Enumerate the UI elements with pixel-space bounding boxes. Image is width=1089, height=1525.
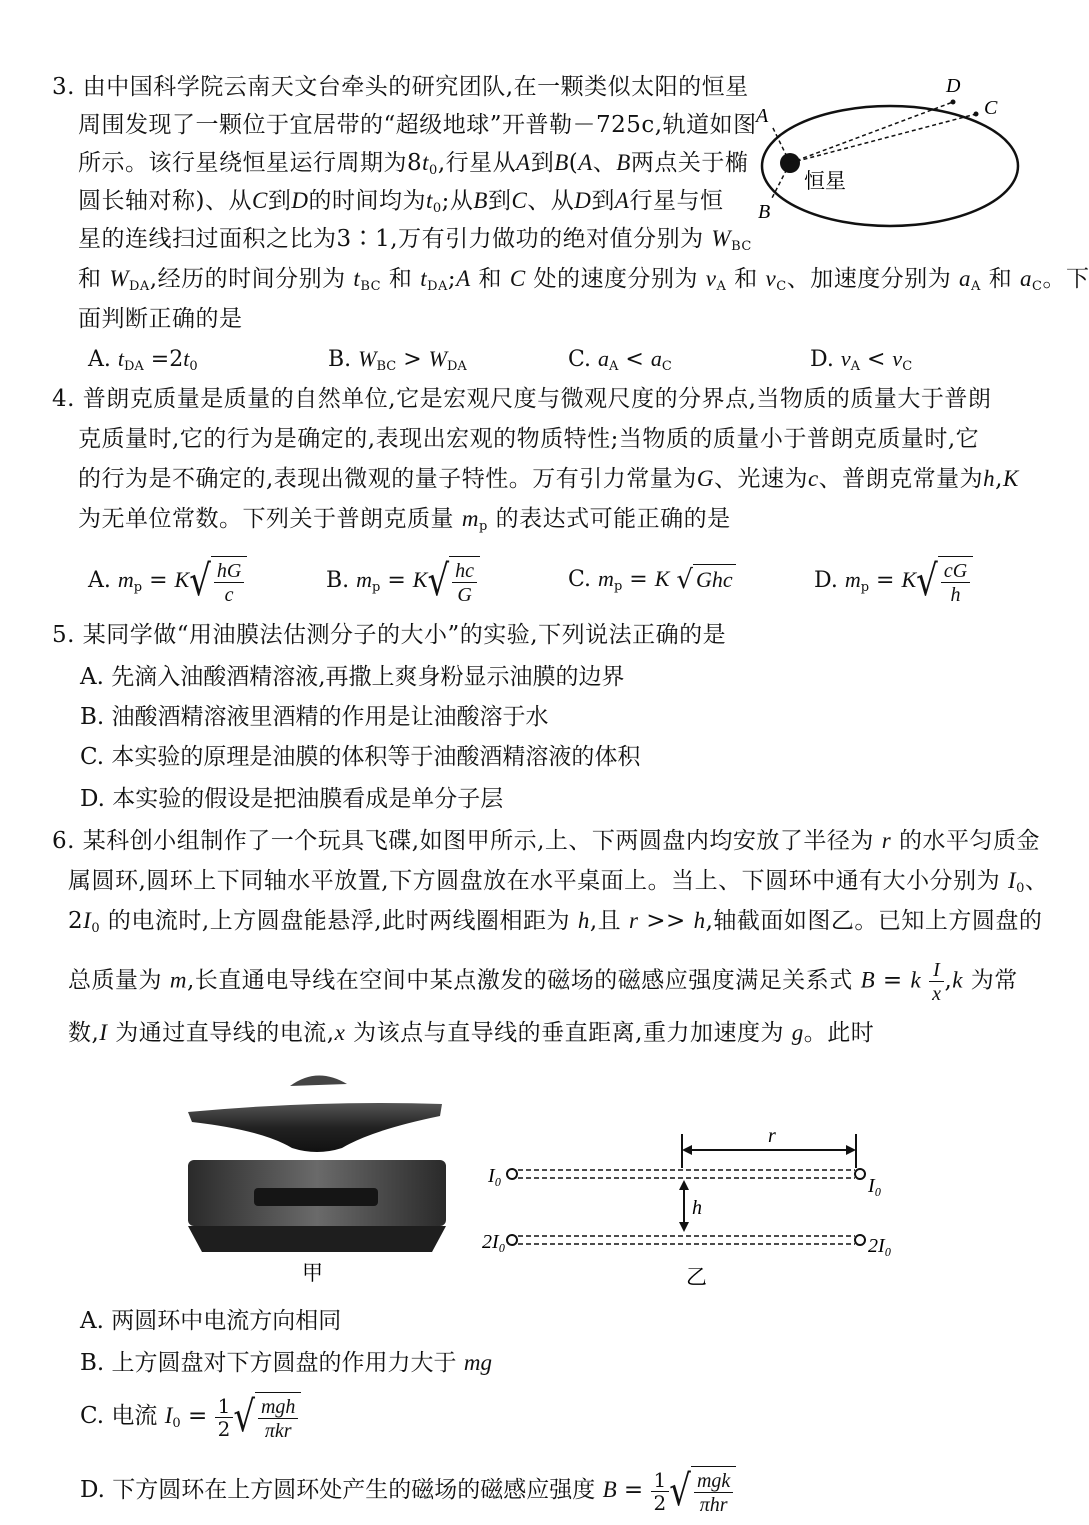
q3-line-6: 和 $W_{DA}$,经历的时间分别为 $t_{BC}$ 和 $t_{DA};A$ 和 C 处的速度分别为 $v_A$ 和 $v_C$、加速度分别为 $a_A$ 和 $a_C$。下 [78, 266, 1089, 294]
q3-option-d: D. $v_A < v_C$ [810, 346, 913, 374]
orbit-ellipse [762, 106, 1018, 226]
base-slot [254, 1188, 378, 1206]
r-label: r [768, 1125, 776, 1147]
upper-disc [188, 1103, 442, 1152]
q3-line-3: 所示。该行星绕恒星运行周期为$8t_0$,行星从A到B(A、B两点关于椭 [78, 150, 749, 178]
q3-option-b: B. $W_{BC} > W_{DA}$ [328, 346, 467, 374]
q3-line-7: 面判断正确的是 [78, 306, 243, 332]
q6-number: 6. [52, 828, 75, 854]
q6-option-c: C. 电流 $I_0$ = $\frac{1}{2}$ √ $\frac{\text{mgh}}{\text{πkr}}$ [80, 1392, 301, 1442]
base-foot [188, 1226, 446, 1252]
q4-line-2: 克质量时,它的行为是确定的,表现出宏观的物质特性;当物质的质量小于普朗克质量时,它 [78, 426, 980, 452]
q3-line-5: 星的连线扫过面积之比为3∶1,万有引力做功的绝对值分别为 $W_{BC}$ [78, 226, 752, 254]
upper-left-current: I₀ [488, 1165, 502, 1187]
label-C: C [984, 97, 998, 119]
fig-jia-label: 甲 [302, 1261, 323, 1285]
lower-left-current: 2I₀ [482, 1231, 506, 1253]
upper-right-wire [855, 1169, 865, 1179]
q3-line-4: 圆长轴对称)、从C到D的时间均为$t_0$;从B到C、从D到A行星与恒 [78, 188, 724, 216]
q6-line-3: $2I_0$ 的电流时,上方圆盘能悬浮,此时两线圈相距为 h,且 r >> h,轴截面如图乙。已知上方圆盘的 [68, 908, 1043, 936]
upper-left-wire [507, 1169, 517, 1179]
q4-option-a: A. $m_p = K$ √ $\frac{hG}{c}$ [88, 556, 247, 606]
q4-line-4: 为无单位常数。下列关于普朗克质量 $m_p$ 的表达式可能正确的是 [78, 506, 731, 534]
lower-right-current: 2I₀ [868, 1235, 892, 1257]
lower-left-wire [507, 1235, 517, 1245]
coil-diagram [478, 1124, 908, 1294]
label-star: 恒星 [804, 169, 846, 193]
q4-line-1: 4. 普朗克质量是质量的自然单位,它是宏观尺度与微观尺度的分界点,当物质的质量大于普朗 [52, 386, 992, 412]
line-star-C [790, 114, 976, 163]
q3-line-1: 3. 由中国科学院云南天文台牵头的研究团队,在一颗类似太阳的恒星 [52, 74, 749, 100]
q6-option-d: D. 下方圆环在上方圆环处产生的磁场的磁感应强度 B = $\frac{1}{2}$ √ $\frac{\text{mgk}}{\text{πhr}}$ [80, 1466, 736, 1516]
q4-option-b: B. $m_p = K$ √ $\frac{hc}{G}$ [326, 556, 480, 606]
ufo-top-ornament [290, 1075, 347, 1086]
q5-option-c: C. 本实验的原理是油膜的体积等于油酸酒精溶液的体积 [80, 744, 641, 770]
q5-option-a: A. 先滴入油酸酒精溶液,再撒上爽身粉显示油膜的边界 [80, 664, 625, 690]
fig-yi-label: 乙 [686, 1265, 707, 1289]
q5-option-d: D. 本实验的假设是把油膜看成是单分子层 [80, 786, 504, 812]
q6-line-1: 6. 某科创小组制作了一个玩具飞碟,如图甲所示,上、下两圆盘内均安放了半径为 r 的水平匀质金 [52, 828, 1040, 854]
lower-right-wire [855, 1235, 865, 1245]
q6-line-5: 数,I 为通过直导线的电流,x 为该点与直导线的垂直距离,重力加速度为 g。此时 [68, 1020, 875, 1046]
q6-line-2: 属圆环,圆环上下同轴水平放置,下方圆盘放在水平桌面上。当上、下圆环中通有大小分别为 $I_0$、 [68, 868, 1049, 896]
label-B: B [758, 201, 771, 223]
q3-number: 3. [52, 74, 75, 100]
q6-option-b: B. 上方圆盘对下方圆盘的作用力大于 mg [80, 1350, 492, 1376]
q4-option-c: C. $m_p = K$ √ Ghc [568, 564, 736, 602]
q5-number: 5. [52, 622, 75, 648]
h-label: h [692, 1197, 702, 1219]
q3-option-c: C. $a_A < a_C$ [568, 346, 672, 374]
q5-stem: 5. 某同学做“用油膜法估测分子的大小”的实验,下列说法正确的是 [52, 622, 727, 648]
q4-number: 4. [52, 386, 75, 412]
upper-right-current: I₀ [868, 1175, 882, 1197]
q6-option-a: A. 两圆环中电流方向相同 [80, 1308, 342, 1334]
q4-option-d: D. $m_p = K$ √ $\frac{cG}{h}$ [814, 556, 973, 606]
q3-line-2: 周围发现了一颗位于宜居带的“超级地球”开普勒－725c,轨道如图 [78, 112, 757, 138]
ufo-photo [182, 1064, 452, 1284]
q6-line-4: 总质量为 m,长直通电导线在空间中某点激发的磁场的磁感应强度满足关系式 B = k $\frac{I}{x}$ ,k 为常 [68, 959, 1018, 1005]
line-star-D [790, 102, 953, 163]
q5-option-b: B. 油酸酒精溶液里酒精的作用是让油酸溶于水 [80, 704, 549, 730]
q4-line-3: 的行为是不确定的,表现出微观的量子特性。万有引力常量为G、光速为c、普朗克常量为h,K [78, 466, 1019, 492]
label-D: D [946, 75, 961, 97]
label-A: A [756, 105, 769, 127]
q3-option-a: A. $t_{DA} =2t_0$ [88, 346, 198, 374]
orbit-diagram [748, 68, 1038, 238]
